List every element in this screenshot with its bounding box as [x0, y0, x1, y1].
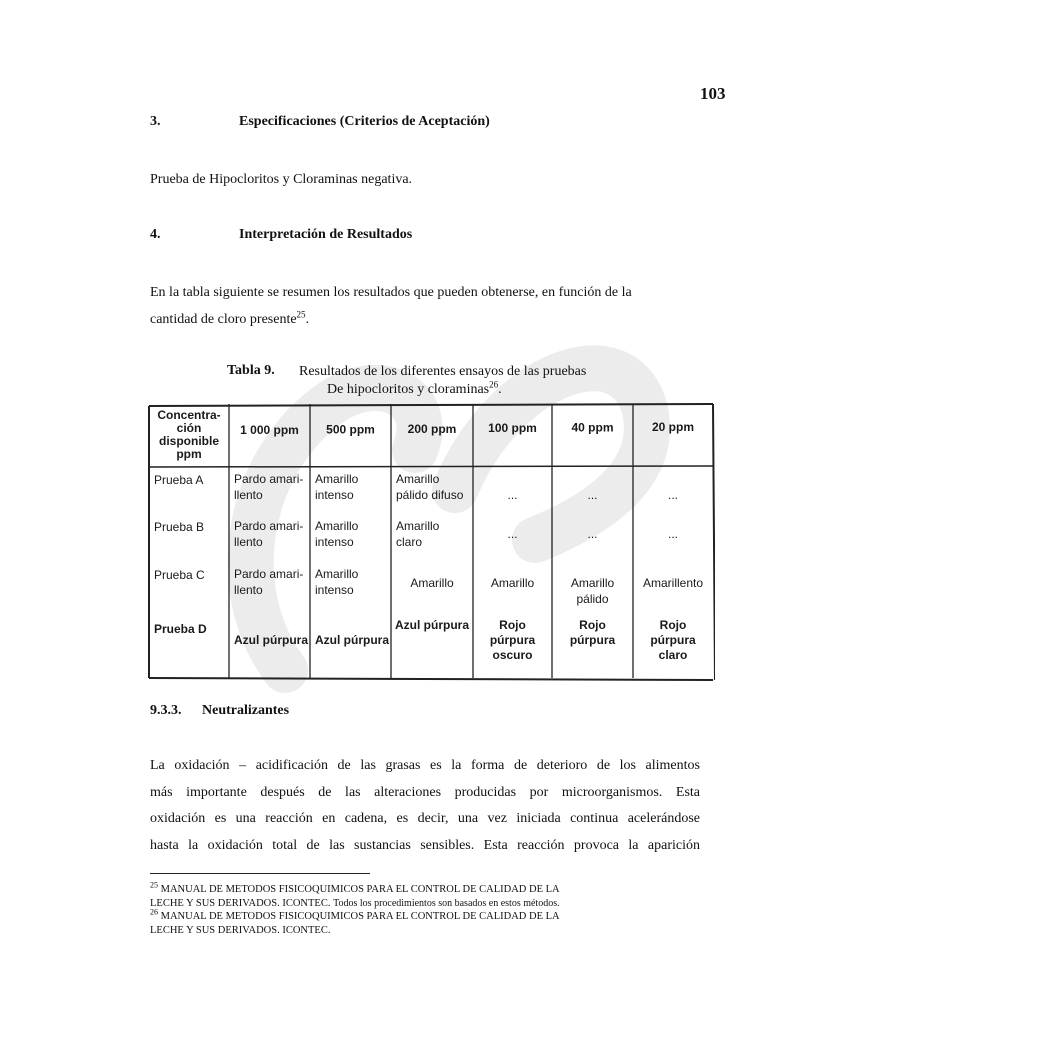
table-border-bottom: [149, 678, 713, 680]
table-cell-text: intenso: [315, 535, 354, 549]
table-cell-text: llento: [234, 488, 263, 502]
period: .: [498, 382, 502, 397]
footnote-text: MANUAL DE METODOS FISICOQUIMICOS PARA EL CONTROL DE CALIDAD DE LA: [160, 884, 560, 895]
results-table: [145, 402, 715, 682]
table-cell-text: Azul púrpura: [395, 618, 469, 632]
table-cell-text: Amarillo: [396, 519, 440, 533]
paragraph-line: La oxidación – acidificación de las grasas es la forma de deterioro de los alimentos: [150, 758, 700, 773]
footnote-ref: 26: [489, 379, 499, 390]
period: .: [305, 312, 310, 327]
table-cell-text: ...: [667, 488, 679, 502]
table-cell-text: pálido difuso: [396, 488, 464, 502]
table-cell-text: Pardo amari-: [234, 567, 304, 581]
table-column-header: 20 ppm: [651, 420, 695, 434]
footnote-divider: [150, 873, 370, 874]
table-cell-text: llento: [234, 583, 263, 597]
table-cell-text: Amarillo: [396, 472, 440, 486]
table-corner-header: Concentra-: [157, 408, 221, 422]
table-caption-line2: [327, 379, 502, 398]
table-cell-text: púrpura: [489, 633, 536, 647]
table-cell-text: Amarillo: [410, 576, 454, 590]
table-column-header: 1 000 ppm: [240, 423, 299, 437]
table-cell-text: llento: [234, 535, 263, 549]
table-column-header: 500 ppm: [326, 422, 375, 437]
table-cell-text: Azul púrpura: [315, 633, 389, 647]
section-title: Neutralizantes: [202, 703, 290, 718]
footnote-mark: 26: [150, 907, 158, 917]
footnote-25-line1: [150, 880, 710, 897]
footnotes: [150, 880, 710, 937]
paragraph-text: cantidad de cloro presente: [150, 312, 297, 327]
table-cell-text: Rojo: [499, 618, 526, 632]
section-number: 9.3.3.: [150, 703, 182, 718]
table-row-label: Prueba C: [154, 568, 205, 582]
table-cell-text: oscuro: [492, 648, 533, 662]
table-cell-text: Amarillo: [570, 576, 615, 590]
footnote-note: Todos los procedimientos son basados en estos métodos.: [333, 897, 560, 909]
footnote-ref: 25: [296, 309, 306, 320]
section-number: 4.: [150, 227, 161, 242]
table-column-header: 200 ppm: [407, 421, 457, 436]
paragraph-line: En la tabla siguiente se resumen los resultados que pueden obtenerse, en función de la: [150, 285, 632, 300]
table-cell-text: ...: [667, 527, 679, 541]
section-number: 3.: [150, 114, 161, 129]
table-cell-text: púrpura: [569, 633, 616, 647]
table-corner-header: ppm: [176, 447, 202, 461]
section-title: Especificaciones (Criterios de Aceptación): [239, 114, 490, 129]
table-cell-text: Amarillento: [642, 576, 704, 590]
table-cell-text: Amarillo: [315, 567, 359, 581]
table-cell-text: Amarillo: [315, 519, 359, 533]
table-cell-text: claro: [396, 535, 423, 549]
table-row-label: Prueba B: [154, 520, 205, 534]
table-cell-text: ...: [507, 488, 518, 502]
footnote-text: LECHE Y SUS DERIVADOS. ICONTEC.: [150, 924, 331, 936]
table-cell-text: Amarillo: [490, 576, 535, 590]
table-caption-line1: Resultados de los diferentes ensayos de las pruebas: [299, 364, 587, 379]
table-column-header: 100 ppm: [488, 421, 537, 436]
footnote-text: MANUAL DE METODOS FISICOQUIMICOS PARA EL CONTROL DE CALIDAD DE LA: [160, 911, 560, 923]
section-title: Interpretación de Resultados: [239, 227, 413, 242]
table-cell-text: ...: [587, 488, 598, 502]
paragraph-oxidacion: [150, 753, 700, 859]
table-row-label: Prueba D: [154, 622, 207, 636]
table-border-top: [149, 404, 713, 406]
table-cell-text: Amarillo: [315, 472, 359, 486]
page-number: 103: [700, 84, 726, 103]
table-row-label: Prueba A: [154, 473, 204, 487]
footnote-26-line2: [150, 924, 710, 938]
table-corner-header: disponible: [159, 434, 219, 448]
table-cell-text: claro: [658, 648, 688, 662]
table-cell-text: Azul púrpura: [234, 633, 308, 647]
table-cell-text: Rojo: [579, 618, 606, 632]
table-cell-text: intenso: [315, 488, 354, 502]
table-cell-text: intenso: [315, 583, 354, 597]
paragraph-line: hasta la oxidación total de las sustancias sensibles. Esta reacción provoca la aparición: [150, 837, 700, 853]
table-cell-text: ...: [587, 527, 598, 541]
footnote-text: LECHE Y SUS DERIVADOS. ICONTEC.: [150, 897, 331, 909]
table-column-header: 40 ppm: [571, 420, 614, 435]
table-header-rule: [149, 466, 713, 467]
footnote-25-line2: [150, 897, 710, 911]
caption-text: De hipocloritos y cloraminas: [327, 382, 490, 397]
table-corner-header: ción: [176, 421, 202, 435]
paragraph-line: más importante después de las alteraciones producidas por microorganismos. Esta: [150, 784, 700, 800]
paragraph-line: [150, 306, 700, 333]
paragraph-intro-table: [150, 279, 700, 333]
table-cell-text: ...: [507, 527, 518, 541]
paragraph-line: oxidación es una reacción en cadena, es decir, una vez iniciada continua acelerándose: [150, 811, 700, 826]
table-caption-label: Tabla 9.: [227, 363, 275, 378]
footnote-26-line1: [150, 907, 710, 924]
table-cell-text: Pardo amari-: [234, 519, 304, 533]
table-cell-text: púrpura: [650, 633, 696, 647]
table-cell-text: Rojo: [659, 618, 687, 632]
table-cell-text: pálido: [576, 592, 609, 606]
table-column-rule: [713, 404, 715, 680]
table-cell-text: Pardo amari-: [234, 472, 304, 486]
paragraph-prueba: Prueba de Hipocloritos y Cloraminas negativa.: [150, 172, 413, 187]
footnote-mark: 25: [150, 880, 158, 890]
